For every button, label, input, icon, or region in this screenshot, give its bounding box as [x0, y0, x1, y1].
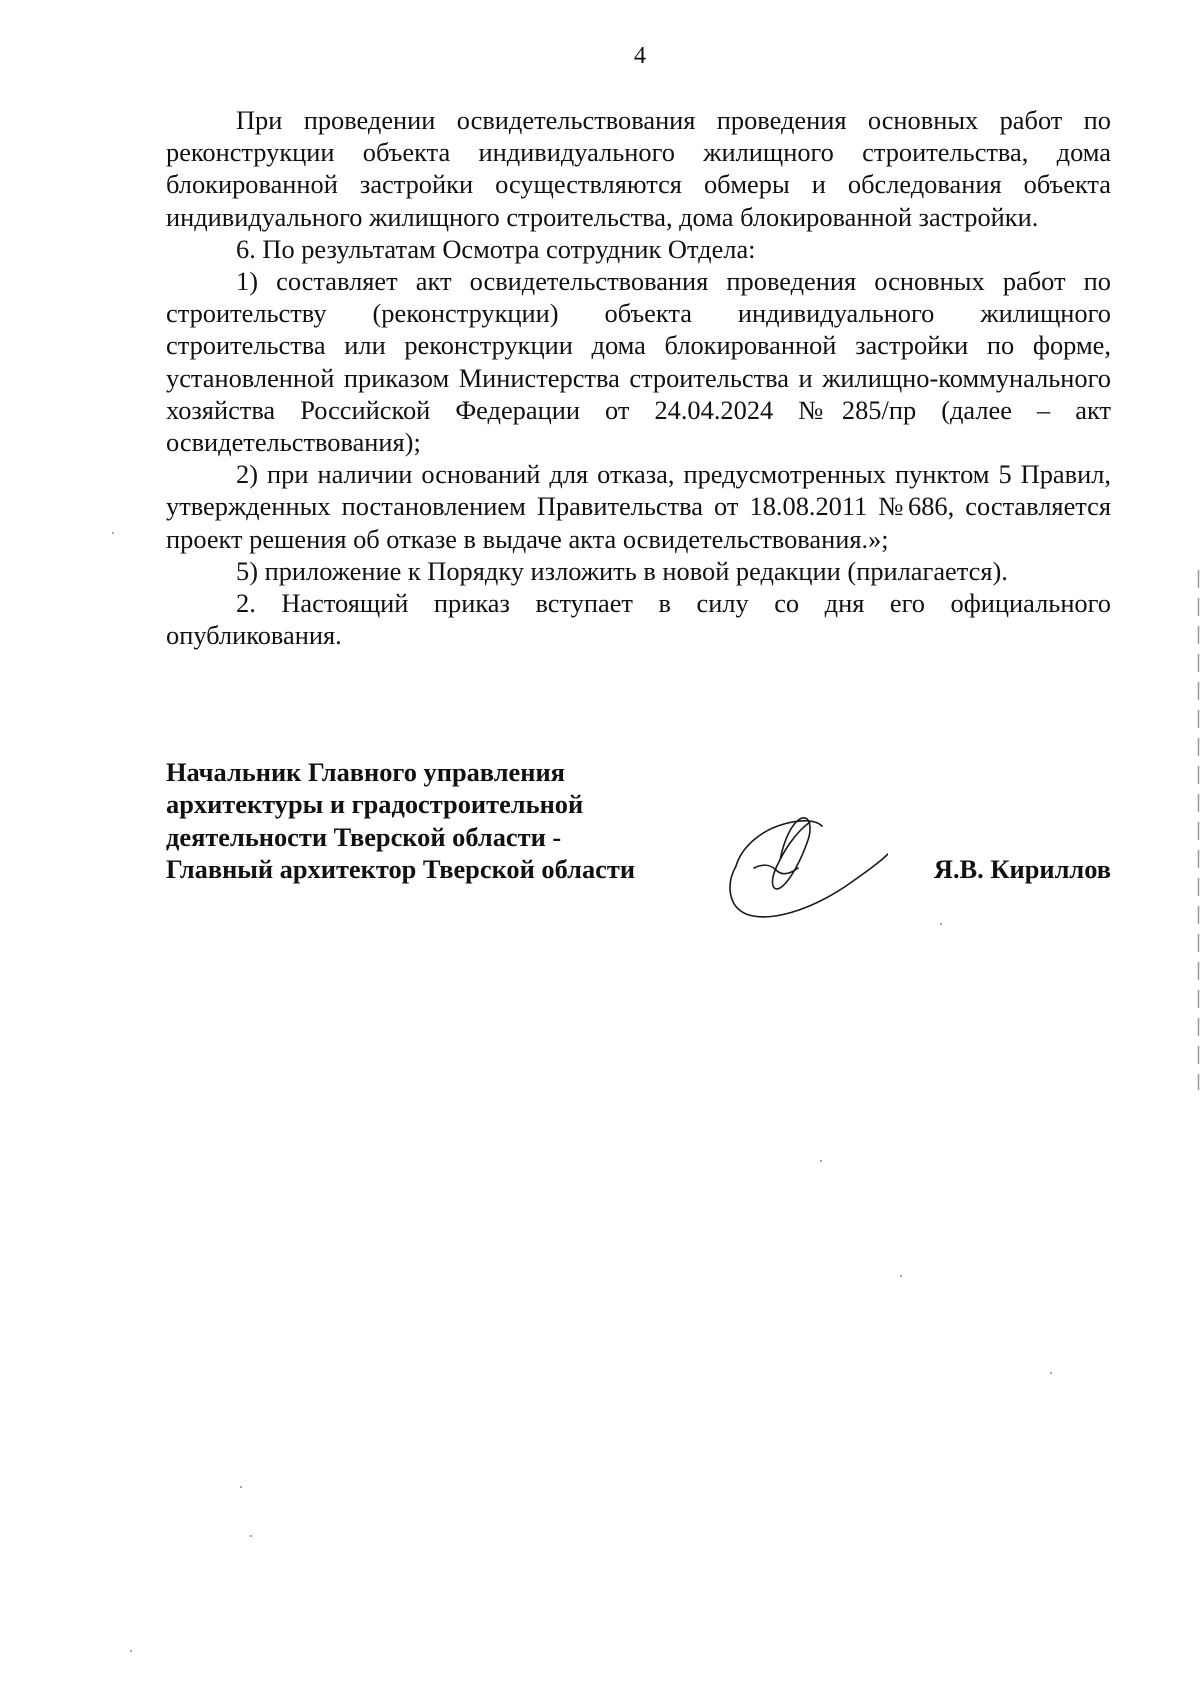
scan-noise-dot: [940, 923, 942, 925]
scan-noise-dot: [820, 1160, 822, 1162]
signatory-position-line: Главный архитектор Тверской области: [166, 853, 636, 884]
signatory-position: [166, 756, 686, 885]
paragraph-effective-date: 2. Настоящий приказ вступает в силу со дня его официального опубликования.: [166, 588, 1111, 651]
signatory-position-line: деятельности Тверской области -: [166, 821, 562, 852]
scan-noise-dot: [240, 1486, 242, 1488]
page-number: 4: [634, 43, 646, 69]
paragraph-item-5-appendix: 5) приложение к Порядку изложить в новой редакции (прилагается).: [236, 555, 1008, 586]
signatory-position-line: Начальник Главного управления: [166, 757, 565, 787]
signatory-name: Я.В. Кириллов: [933, 854, 1111, 884]
signatory-position-line: архитектуры и градостроительной: [166, 789, 584, 820]
scan-noise-dot: [130, 1650, 132, 1652]
scan-noise-dot: [112, 532, 114, 534]
handwritten-signature: [718, 806, 888, 921]
paragraph-item-6: 6. По результатам Осмотра сотрудник Отдела:: [236, 233, 756, 264]
scan-noise-dot: [250, 1535, 252, 1537]
scan-noise-dot: [1050, 1372, 1052, 1374]
signature-block: [166, 756, 1111, 916]
paragraph-inspection-measurements: При проведении освидетельствования проведения основных работ по реконструкции объекта индивидуального жилищного строительства, дома блокированной застройки осуществляются обмеры и обследования объекта индивидуального жилищного строительства, дома блокированной застройки.: [166, 105, 1111, 232]
scan-noise-dot: [900, 1275, 902, 1277]
paragraph-subitem-2: 2) при наличии оснований для отказа, предусмотренных пунктом 5 Правил, утвержденных постановлением Правительства от 18.08.2011 №686, составляется проект решения об отказе в выдаче акта освидетельствования.»;: [166, 459, 1111, 554]
paragraph-subitem-1: 1) составляет акт освидетельствования проведения основных работ по строительству (реконструкции) объекта индивидуального жилищного строительства или реконструкции дома блокированной застройки по форме, установленной приказом Министерства строительства и жилищно-коммунального хозяйства Российской Федерации от 24.04.2024 №285/пр (далее – акт освидетельствования);: [166, 266, 1111, 458]
document-body: [166, 104, 1111, 651]
